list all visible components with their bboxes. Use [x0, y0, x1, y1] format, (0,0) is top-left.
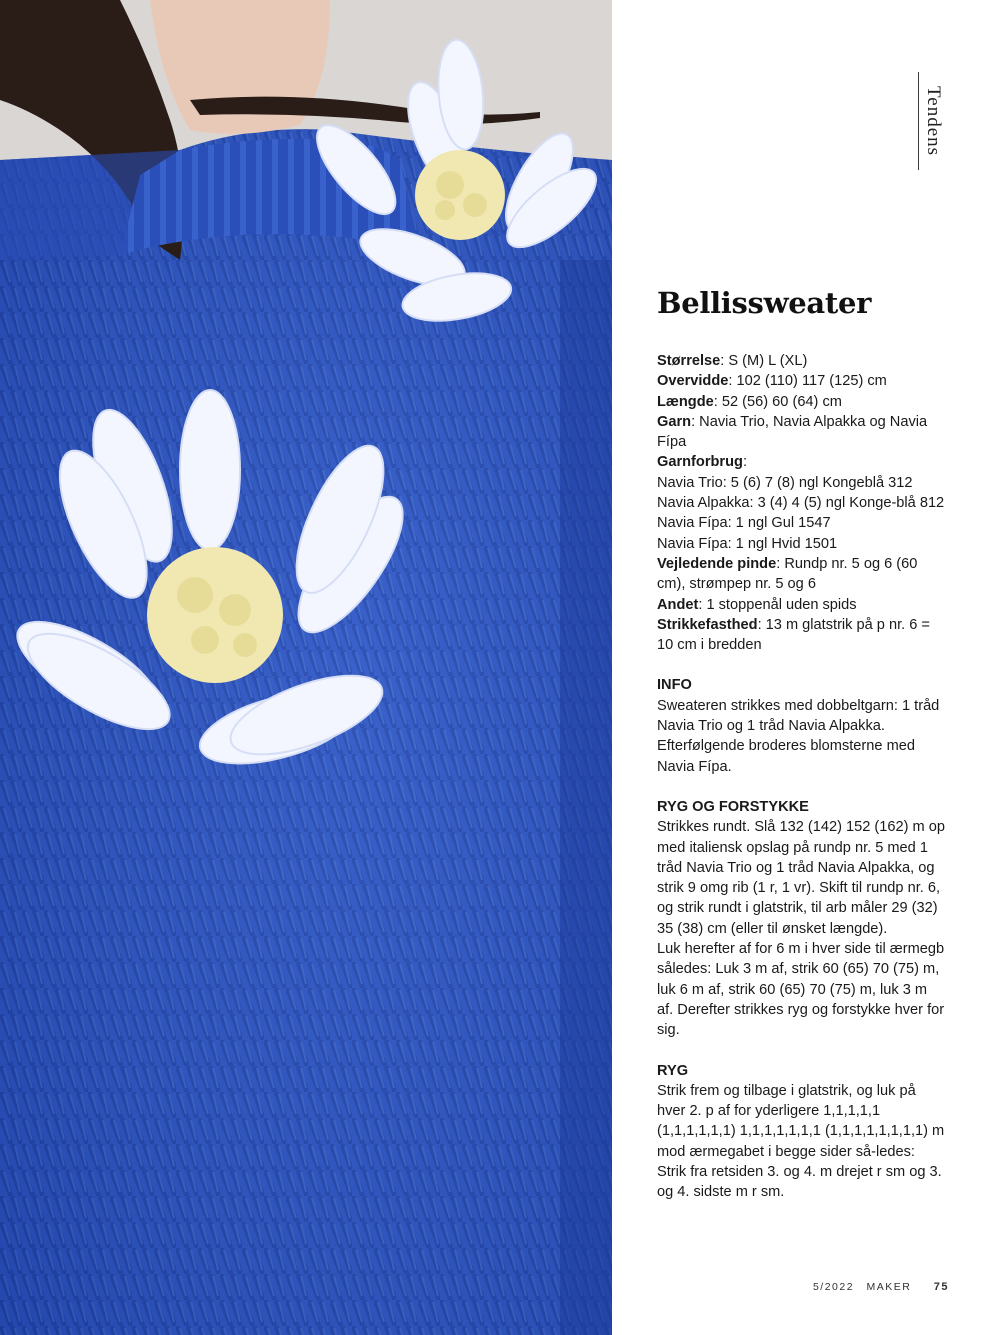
- issue-number: 5/2022: [812, 1281, 855, 1293]
- section-paragraph: Strikkes rundt. Slå 132 (142) 152 (162) m op med italiensk opslag på rundp nr. 5 med 1 tråd Navia Trio og 1 tråd Navia Alpakka, og strik 9 omg rib (1 r, 1 vr). Skift til rundp nr. 6, og strik rundt i glatstrik, til arb måler 29 (32) 35 (38) cm (eller til ønsket længde).: [657, 819, 945, 937]
- section-tag: [918, 72, 948, 170]
- pattern-text-column: [657, 351, 947, 1203]
- section-tag-text: Tendens: [923, 85, 944, 157]
- yarn-line: Navia Fípa: 1 ngl Gul 1547: [657, 515, 831, 532]
- spec-yarn: Garn: Navia Trio, Navia Alpakka og Navia Fípa: [657, 413, 928, 451]
- spec-size: Størrelse: S (M) L (XL): [657, 353, 808, 369]
- section-heading-info: INFO: [657, 677, 692, 694]
- section-heading-back: RYG: [657, 1062, 689, 1079]
- spec-yarn-usage: Garnforbrug:: [657, 454, 748, 471]
- spec-gauge: Strikkefasthed: 13 m glatstrik på p nr. 6 = 10 cm i bredden: [657, 616, 930, 654]
- yarn-line: Navia Trio: 5 (6) 7 (8) ngl Kongeblå 312: [657, 474, 913, 491]
- section-paragraph: Luk herefter af for 6 m i hver side til ærmegb således: Luk 3 m af, strik 60 (65) 70 (75) m, luk 6 m af, strik 60 (65) 70 (75) m, luk 3 m af. Derefter strikkes ryg og forstykke hver for sig.: [657, 941, 945, 1039]
- magazine-name: MAKER: [866, 1281, 912, 1293]
- section-heading-body: RYG OG FORSTYKKE: [657, 798, 809, 815]
- spec-length: Længde: 52 (56) 60 (64) cm: [657, 393, 842, 410]
- page-footer: [813, 1281, 949, 1293]
- spec-other: Andet: 1 stoppenål uden spids: [657, 596, 857, 613]
- yarn-line: Navia Alpakka: 3 (4) 4 (5) ngl Konge-blå 812: [657, 495, 945, 512]
- section-paragraph: Strik frem og tilbage i glatstrik, og luk på hver 2. p af for yderligere 1,1,1,1,1 (1,1,1,1,1,1) 1,1,1,1,1,1,1 (1,1,1,1,1,1,1,1) m mod ærmegabet i begge sider så-ledes: Strik fra retsiden 3. og 4. m drejet r sm og 3. og 4. sidste m r sm.: [657, 1082, 945, 1201]
- page-number: 75: [933, 1281, 949, 1293]
- spec-chest-width: Overvidde: 102 (110) 117 (125) cm: [657, 373, 887, 390]
- spec-needles: Vejledende pinde: Rundp nr. 5 og 6 (60 cm), strømpep nr. 5 og 6: [657, 555, 918, 593]
- section-paragraph: Sweateren strikkes med dobbeltgarn: 1 tråd Navia Trio og 1 tråd Navia Alpakka. Efterfølgende broderes blomsterne med Navia Fípa.: [657, 697, 940, 775]
- pattern-title: Bellissweater: [657, 286, 872, 320]
- tag-rule: [918, 72, 919, 170]
- yarn-line: Navia Fípa: 1 ngl Hvid 1501: [657, 535, 838, 552]
